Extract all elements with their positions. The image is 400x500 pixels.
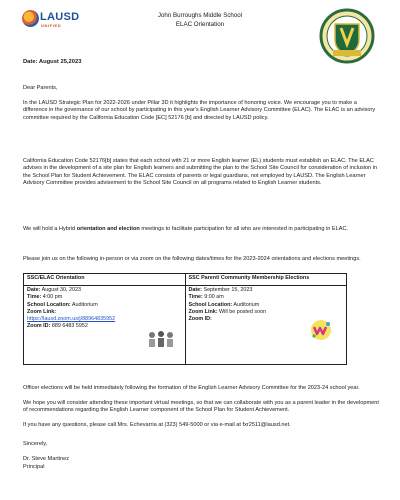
orientation-header: SSC/ELAC Orientation: [24, 274, 186, 286]
logo-subtext: UNIFIED: [41, 23, 62, 28]
orientation-zoom-id: Zoom ID: 889 6483 5952: [27, 323, 88, 330]
paragraph-education-code: California Education Code 52176[b] states that each school with 21 or more English learner (EL) students must establish an ELAC. The ELAC advises in the development of a site plan for English learners and submitting the plan to the School Site Council for consideration of inclusion in the School Plan for Student Achievement. The ELAC consists of parents or legal guardians, not employed by LAUSD. The English Learner Advisory Committee provides advisement to the School Site Council on all programs related to English Learner students.: [23, 158, 378, 187]
signer-name: Dr. Steve Martinez: [23, 456, 70, 462]
orientation-time: Time: 4:00 pm: [27, 294, 63, 301]
orientation-cell: [24, 286, 186, 365]
paragraph-officer-elections: Officer elections will be held immediately following the formation of the English Learner Advisory Committee for the 2023-24 school year.: [23, 385, 360, 391]
kids-illustration-icon: [146, 330, 176, 348]
orientation-date: Date: August 30, 2023: [27, 287, 81, 293]
school-name: John Burroughs Middle School: [157, 12, 243, 19]
elections-location: School Location: Auditorium: [188, 301, 260, 308]
hybrid-bold: orientation and election: [76, 226, 140, 232]
elections-time: Time: 9:00 am: [188, 294, 224, 301]
elections-zoom-link: Zoom Link: Will be posted soon: [188, 308, 267, 315]
paragraph-hybrid-meetings: [23, 226, 379, 233]
signer-title: Principal: [23, 464, 45, 470]
school-crest-icon: [319, 6, 375, 68]
paragraph-join-us: Please join us on the following in-person or via zoom on the following dates/times for the 2023-2024 orientations and elections meetings.: [23, 256, 361, 262]
letter-heading: [100, 12, 300, 29]
letter-subtitle: ELAC Orientation: [175, 20, 225, 28]
elections-header: SSC Parent/ Community Membership Elections: [185, 274, 347, 286]
paragraph-contact: If you have any questions, please call Mrs. Echevarria at (323) 549-5000 or via e-mail at fxr2511@lausd.net.: [23, 422, 291, 428]
paragraph-hope-attend: We hope you will consider attending these important virtual meetings, so that we can collaborate with you as a parent leader in the development of recommendations regarding the English Learner component of the School Plan for Student Achievement.: [23, 400, 379, 414]
welcome-badge-icon: [310, 319, 332, 341]
letter-date: Date: August 25,2023: [23, 59, 82, 65]
elections-zoom-id: Zoom ID:: [188, 316, 212, 323]
elections-cell: [185, 286, 347, 365]
hybrid-pre: We will hold a Hybrid: [23, 226, 77, 232]
logo-text: LAUSD: [40, 11, 80, 23]
orientation-zoom-link[interactable]: [27, 316, 182, 323]
elections-date: Date: September 15, 2023: [188, 287, 253, 293]
hybrid-post: meetings to facilitate participation for all who are interested in participating in ELAC.: [139, 226, 349, 232]
orientation-zoom-link-label: Zoom Link:: [27, 308, 57, 315]
logo-emblem: [22, 10, 39, 27]
orientation-location: School Location: Auditorium: [27, 301, 98, 308]
paragraph-strategic-plan: In the LAUSD Strategic Plan for 2022-2026 under Pillar 3D it highlights the importance of honoring voice. We encourage you to make a difference in the governance of our school by participating in this year's English Learner Advisory Committee (ELAC). The ELAC is an advisory committee required by the California Education Code [EC] 52176 [b] and directed by LAUSD policy.: [23, 100, 376, 121]
zoom-link[interactable]: https://lausd.zoom.us/j/88964835952: [27, 316, 116, 323]
lausd-logo-icon: [22, 10, 80, 34]
table-row: [24, 286, 347, 365]
meeting-schedule-table: [23, 273, 347, 365]
greeting: Dear Parents,: [23, 85, 58, 91]
closing: Sincerely,: [23, 441, 48, 447]
table-header-row: [24, 274, 347, 286]
